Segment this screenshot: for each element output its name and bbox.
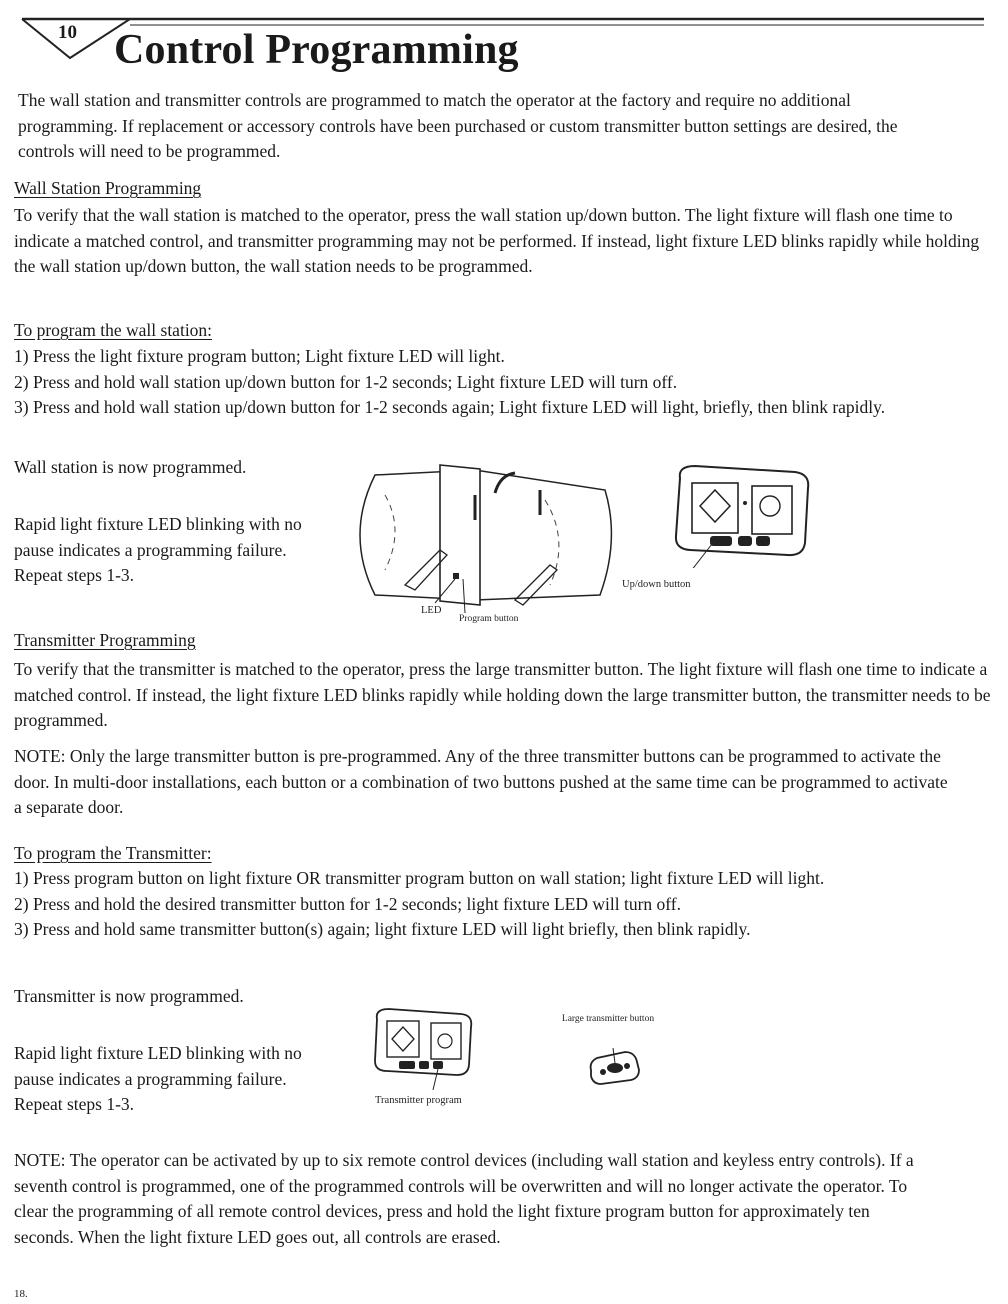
section-header: [0, 0, 1008, 90]
wall-step-2: 2) Press and hold wall station up/down button for 1-2 seconds; Light fixture LED will turn off.: [14, 371, 678, 392]
transmitter-done: Transmitter is now programmed.: [14, 986, 244, 1006]
wall-step-1: 1) Press the light fixture program button; Light fixture LED will light.: [14, 346, 505, 366]
wall-station-illustration: [660, 458, 810, 568]
transmitter-heading: Transmitter Programming: [14, 630, 196, 650]
transmitter-program-caption: Transmitter program: [375, 1095, 462, 1106]
wall-station-done: Wall station is now programmed.: [14, 457, 247, 477]
wall-station-verify: To verify that the wall station is matched to the operator, press the wall station up/down button. The light fixture will flash one time to indicate a matched control, and transmitter programming may not be performed. If instead, light fixture LED blinks rapidly while holding the wall station up/down button, the wall station needs to be programmed.: [14, 205, 980, 276]
opener-illustration: [345, 455, 615, 615]
transmitter-step-3: 3) Press and hold same transmitter button(s) again; light fixture LED will light briefly, then blink rapidly.: [14, 919, 751, 939]
wall-station-steps: [14, 344, 914, 421]
page-title: Control Programming: [114, 27, 519, 73]
transmitter-program-heading: To program the Transmitter:: [14, 843, 212, 863]
large-button-caption: Large transmitter button: [561, 1014, 655, 1024]
keychain-transmitter-illustration: [585, 1048, 645, 1088]
transmitter-step-1: 1) Press program button on light fixture OR transmitter program button on wall station; light fixture LED will light.: [14, 868, 825, 888]
transmitter-verify: To verify that the transmitter is matched to the operator, press the large transmitter button. The light fixture will flash one time to indicate a matched control. If instead, the light fixture LED blinks rapidly while holding down the large transmitter button, the transmitter needs to be programmed.: [14, 659, 991, 730]
wall-station-program-heading: To program the wall station:: [14, 320, 213, 340]
transmitter-failure: Rapid light fixture LED blinking with no pause indicates a programming failure. Repeat steps 1-3.: [14, 1043, 302, 1114]
updown-button-caption: Up/down button: [622, 579, 691, 590]
page-number: 18.: [14, 1288, 28, 1300]
wall-station-failure: Rapid light fixture LED blinking with no pause indicates a programming failure. Repeat steps 1-3.: [14, 514, 302, 585]
led-caption: LED: [421, 605, 442, 616]
program-button-caption: Program button: [459, 614, 519, 624]
transmitter-wall-station-illustration: [365, 1005, 475, 1090]
section-number: 10: [58, 22, 77, 43]
intro-paragraph: The wall station and transmitter controls are programmed to match the operator at the factory and require no additional programming. If replacement or accessory controls have been purchased or custom transmitter button settings are desired, the controls will need to be programmed.: [18, 90, 898, 161]
transmitter-steps: [14, 866, 954, 943]
transmitter-note: NOTE: Only the large transmitter button is pre-programmed. Any of the three transmitter buttons can be programmed to activate the door. In multi-door installations, each button or a combination of two buttons pushed at the same time can be programmed to activate a separate door.: [14, 746, 948, 817]
transmitter-step-2: 2) Press and hold the desired transmitter button for 1-2 seconds; light fixture LED will turn off.: [14, 893, 681, 914]
final-note: NOTE: The operator can be activated by up to six remote control devices (including wall station and keyless entry controls). If a seventh control is programmed, one of the programmed controls will be overwritten and will no longer activate the operator. To clear the programming of all remote control devices, press and hold the light fixture program button for approximately ten seconds. When the light fixture LED goes out, all controls are erased.: [14, 1150, 914, 1247]
wall-station-heading: Wall Station Programming: [14, 178, 202, 198]
wall-step-3: 3) Press and hold wall station up/down button for 1-2 seconds again; Light fixture LED will light, briefly, then blink rapidly.: [14, 397, 886, 417]
